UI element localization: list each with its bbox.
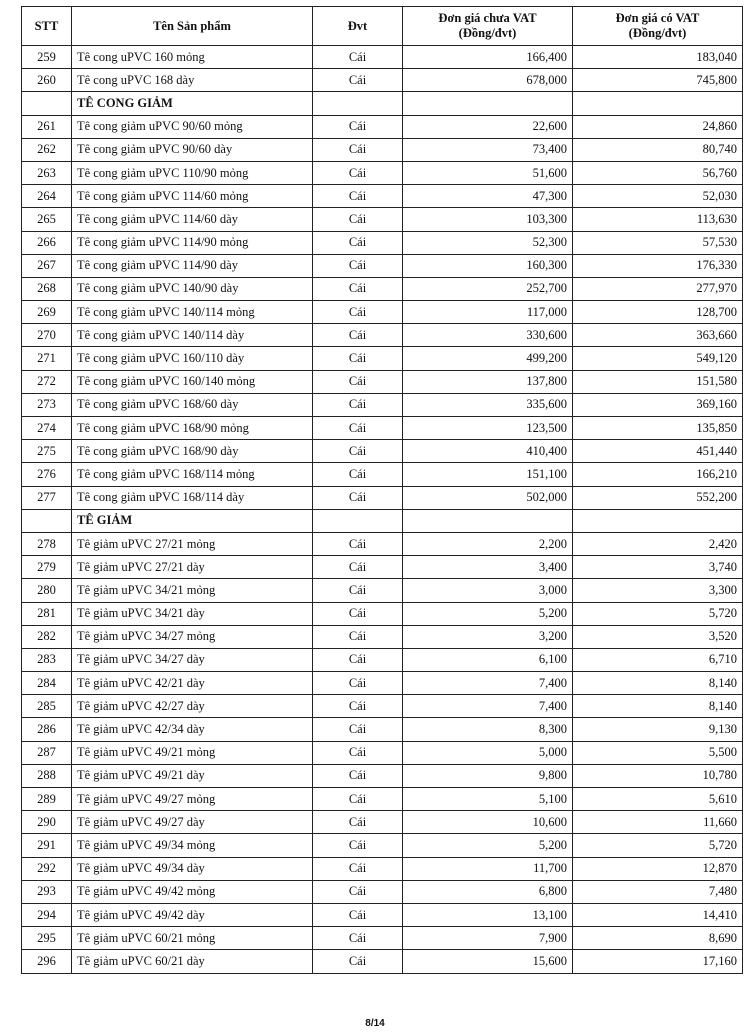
table-row [22,880,743,903]
row-unit: Cái [313,231,403,254]
row-unit: Cái [313,764,403,787]
row-price-no-vat: 22,600 [403,115,573,138]
row-unit: Cái [313,347,403,370]
row-price-vat: 8,690 [573,927,743,950]
row-stt: 276 [22,463,72,486]
row-product-name: Tê cong giảm uPVC 168/114 dày [72,486,313,509]
row-unit: Cái [313,208,403,231]
row-price-vat: 7,480 [573,880,743,903]
row-product-name: Tê cong giảm uPVC 168/90 dày [72,440,313,463]
table-row [22,811,743,834]
row-price-vat: 166,210 [573,463,743,486]
table-row [22,695,743,718]
table-row [22,788,743,811]
row-price-no-vat: 151,100 [403,463,573,486]
row-price-vat: 745,800 [573,69,743,92]
row-stt: 261 [22,115,72,138]
header-price-vat [573,7,743,46]
table-row [22,672,743,695]
row-product-name: Tê cong giảm uPVC 114/60 dày [72,208,313,231]
row-unit: Cái [313,254,403,277]
header-name: Tên Sản phẩm [72,7,313,46]
row-stt: 293 [22,880,72,903]
row-stt: 287 [22,741,72,764]
row-unit: Cái [313,695,403,718]
row-price-no-vat: 3,200 [403,625,573,648]
table-row [22,440,743,463]
row-price-vat: 6,710 [573,648,743,671]
row-unit: Cái [313,532,403,555]
row-stt: 294 [22,903,72,926]
row-product-name: Tê giảm uPVC 42/27 dày [72,695,313,718]
row-price-no-vat: 13,100 [403,903,573,926]
row-unit: Cái [313,811,403,834]
row-price-vat: 3,740 [573,556,743,579]
row-price-no-vat: 678,000 [403,69,573,92]
row-price-vat: 11,660 [573,811,743,834]
row-product-name: Tê cong giảm uPVC 140/114 dày [72,324,313,347]
row-product-name: Tê cong giảm uPVC 160/140 mỏng [72,370,313,393]
row-stt: 279 [22,556,72,579]
table-row [22,115,743,138]
table-row [22,648,743,671]
table-row [22,764,743,787]
row-product-name: Tê giảm uPVC 42/34 dày [72,718,313,741]
row-product-name: Tê cong giảm uPVC 168/114 mỏng [72,463,313,486]
row-price-no-vat: 3,400 [403,556,573,579]
row-unit: Cái [313,625,403,648]
row-product-name: Tê cong giảm uPVC 140/90 dày [72,277,313,300]
row-price-no-vat: 8,300 [403,718,573,741]
price-table [21,6,743,974]
page-number: 8/14 [365,1018,385,1029]
row-price-no-vat: 5,200 [403,602,573,625]
row-stt: 264 [22,185,72,208]
table-row [22,857,743,880]
header-unit: Đvt [313,7,403,46]
table-row [22,324,743,347]
row-price-vat: 151,580 [573,370,743,393]
table-row [22,532,743,555]
row-unit [313,92,403,115]
row-stt: 278 [22,532,72,555]
row-price-no-vat: 9,800 [403,764,573,787]
row-stt: 260 [22,69,72,92]
row-unit: Cái [313,301,403,324]
row-price-no-vat: 5,000 [403,741,573,764]
row-product-name: Tê giảm uPVC 34/27 mỏng [72,625,313,648]
table-row [22,208,743,231]
header-price-vat-line2: (Đồng/đvt) [628,26,687,40]
table-row [22,417,743,440]
row-stt: 277 [22,486,72,509]
row-price-vat: 552,200 [573,486,743,509]
row-unit: Cái [313,185,403,208]
row-stt [22,509,72,532]
row-unit: Cái [313,903,403,926]
table-row [22,602,743,625]
row-product-name: Tê cong uPVC 168 dày [72,69,313,92]
table-row [22,556,743,579]
row-price-no-vat: 52,300 [403,231,573,254]
table-row [22,185,743,208]
table-body [22,46,743,974]
row-price-no-vat: 15,600 [403,950,573,973]
row-product-name: Tê cong giảm uPVC 114/90 mỏng [72,231,313,254]
row-price-vat: 17,160 [573,950,743,973]
row-unit: Cái [313,857,403,880]
row-unit: Cái [313,370,403,393]
row-stt: 271 [22,347,72,370]
row-stt: 282 [22,625,72,648]
table-row [22,46,743,69]
row-unit: Cái [313,463,403,486]
row-price-no-vat: 499,200 [403,347,573,370]
row-product-name: Tê giảm uPVC 49/21 dày [72,764,313,787]
row-stt: 272 [22,370,72,393]
row-product-name: Tê giảm uPVC 34/21 dày [72,602,313,625]
row-unit: Cái [313,486,403,509]
table-row [22,741,743,764]
header-price-no-vat [403,7,573,46]
row-price-no-vat [403,92,573,115]
row-product-name: Tê cong giảm uPVC 114/90 dày [72,254,313,277]
table-row [22,277,743,300]
row-price-no-vat: 7,400 [403,695,573,718]
row-stt: 289 [22,788,72,811]
row-price-no-vat: 5,100 [403,788,573,811]
row-unit: Cái [313,138,403,161]
row-stt [22,92,72,115]
row-stt: 259 [22,46,72,69]
row-product-name: Tê giảm uPVC 34/21 mỏng [72,579,313,602]
row-price-no-vat: 166,400 [403,46,573,69]
row-product-name: Tê giảm uPVC 60/21 dày [72,950,313,973]
row-product-name: Tê cong giảm uPVC 110/90 mỏng [72,161,313,184]
row-price-no-vat: 410,400 [403,440,573,463]
row-stt: 280 [22,579,72,602]
row-price-no-vat: 5,200 [403,834,573,857]
row-price-vat: 369,160 [573,393,743,416]
row-price-vat: 52,030 [573,185,743,208]
row-product-name: Tê giảm uPVC 49/42 dày [72,903,313,926]
row-price-no-vat [403,509,573,532]
table-row [22,834,743,857]
row-unit: Cái [313,556,403,579]
header-row [22,7,743,46]
row-unit: Cái [313,46,403,69]
row-stt: 268 [22,277,72,300]
section-title: TÊ GIẢM [72,509,313,532]
row-price-no-vat: 330,600 [403,324,573,347]
row-product-name: Tê cong uPVC 160 mỏng [72,46,313,69]
row-price-vat: 56,760 [573,161,743,184]
row-product-name: Tê giảm uPVC 49/21 mỏng [72,741,313,764]
section-row [22,92,743,115]
header-price-no-vat-line1: Đơn giá chưa VAT [438,11,537,25]
row-stt: 281 [22,602,72,625]
row-price-vat: 3,520 [573,625,743,648]
row-stt: 290 [22,811,72,834]
row-product-name: Tê cong giảm uPVC 90/60 mỏng [72,115,313,138]
row-unit: Cái [313,602,403,625]
header-price-no-vat-line2: (Đồng/đvt) [458,26,517,40]
row-stt: 295 [22,927,72,950]
row-price-no-vat: 47,300 [403,185,573,208]
table-row [22,301,743,324]
row-price-vat: 8,140 [573,695,743,718]
row-unit: Cái [313,579,403,602]
row-product-name: Tê cong giảm uPVC 168/90 mỏng [72,417,313,440]
table-row [22,463,743,486]
row-product-name: Tê cong giảm uPVC 168/60 dày [72,393,313,416]
row-unit: Cái [313,834,403,857]
row-price-no-vat: 7,900 [403,927,573,950]
row-unit: Cái [313,880,403,903]
table-row [22,393,743,416]
row-product-name: Tê cong giảm uPVC 114/60 mỏng [72,185,313,208]
row-price-no-vat: 502,000 [403,486,573,509]
row-unit: Cái [313,115,403,138]
row-price-vat: 363,660 [573,324,743,347]
row-price-no-vat: 335,600 [403,393,573,416]
row-price-no-vat: 51,600 [403,161,573,184]
row-stt: 291 [22,834,72,857]
row-unit: Cái [313,718,403,741]
row-stt: 267 [22,254,72,277]
row-price-no-vat: 137,800 [403,370,573,393]
row-product-name: Tê giảm uPVC 34/27 dày [72,648,313,671]
row-price-vat: 12,870 [573,857,743,880]
section-row [22,509,743,532]
row-price-vat: 135,850 [573,417,743,440]
table-row [22,903,743,926]
row-product-name: Tê giảm uPVC 27/21 mỏng [72,532,313,555]
row-price-vat: 113,630 [573,208,743,231]
row-product-name: Tê giảm uPVC 60/21 mỏng [72,927,313,950]
row-unit: Cái [313,672,403,695]
row-price-vat: 3,300 [573,579,743,602]
row-price-vat [573,509,743,532]
table-row [22,950,743,973]
row-unit: Cái [313,417,403,440]
table-row [22,161,743,184]
row-product-name: Tê cong giảm uPVC 160/110 dày [72,347,313,370]
row-unit: Cái [313,950,403,973]
row-stt: 262 [22,138,72,161]
row-price-vat: 10,780 [573,764,743,787]
row-price-no-vat: 123,500 [403,417,573,440]
row-unit: Cái [313,69,403,92]
row-stt: 288 [22,764,72,787]
row-stt: 284 [22,672,72,695]
table-row [22,231,743,254]
row-unit: Cái [313,648,403,671]
row-price-vat: 277,970 [573,277,743,300]
row-price-vat: 57,530 [573,231,743,254]
row-unit: Cái [313,161,403,184]
row-price-vat: 9,130 [573,718,743,741]
row-product-name: Tê cong giảm uPVC 140/114 mỏng [72,301,313,324]
row-price-no-vat: 103,300 [403,208,573,231]
row-stt: 275 [22,440,72,463]
table-row [22,718,743,741]
row-price-vat: 5,720 [573,834,743,857]
row-product-name: Tê giảm uPVC 49/42 mỏng [72,880,313,903]
row-stt: 296 [22,950,72,973]
row-unit: Cái [313,324,403,347]
row-product-name: Tê giảm uPVC 49/27 dày [72,811,313,834]
row-product-name: Tê giảm uPVC 49/27 mỏng [72,788,313,811]
section-title: TÊ CONG GIẢM [72,92,313,115]
row-stt: 266 [22,231,72,254]
row-unit: Cái [313,741,403,764]
table-row [22,69,743,92]
row-unit: Cái [313,788,403,811]
row-price-vat: 176,330 [573,254,743,277]
row-stt: 286 [22,718,72,741]
table-row [22,254,743,277]
table-row [22,347,743,370]
row-price-vat: 549,120 [573,347,743,370]
row-price-no-vat: 160,300 [403,254,573,277]
row-stt: 270 [22,324,72,347]
row-price-vat: 451,440 [573,440,743,463]
row-price-vat [573,92,743,115]
row-price-no-vat: 3,000 [403,579,573,602]
row-price-vat: 8,140 [573,672,743,695]
row-stt: 273 [22,393,72,416]
table-row [22,486,743,509]
row-price-no-vat: 2,200 [403,532,573,555]
table-row [22,579,743,602]
row-price-no-vat: 6,100 [403,648,573,671]
row-price-vat: 5,500 [573,741,743,764]
row-price-vat: 183,040 [573,46,743,69]
table-row [22,370,743,393]
row-price-vat: 5,720 [573,602,743,625]
header-stt: STT [22,7,72,46]
row-product-name: Tê giảm uPVC 49/34 dày [72,857,313,880]
row-unit: Cái [313,927,403,950]
row-price-vat: 80,740 [573,138,743,161]
row-price-vat: 128,700 [573,301,743,324]
row-price-no-vat: 117,000 [403,301,573,324]
row-stt: 274 [22,417,72,440]
row-price-no-vat: 10,600 [403,811,573,834]
row-stt: 263 [22,161,72,184]
row-unit: Cái [313,440,403,463]
table-row [22,138,743,161]
row-unit: Cái [313,393,403,416]
row-stt: 292 [22,857,72,880]
row-price-no-vat: 11,700 [403,857,573,880]
row-price-vat: 14,410 [573,903,743,926]
row-price-vat: 24,860 [573,115,743,138]
row-product-name: Tê giảm uPVC 49/34 mỏng [72,834,313,857]
row-unit [313,509,403,532]
row-stt: 285 [22,695,72,718]
row-price-no-vat: 252,700 [403,277,573,300]
row-price-vat: 2,420 [573,532,743,555]
row-price-no-vat: 6,800 [403,880,573,903]
row-stt: 283 [22,648,72,671]
row-stt: 269 [22,301,72,324]
header-price-vat-line1: Đơn giá có VAT [615,11,700,25]
row-price-no-vat: 73,400 [403,138,573,161]
row-product-name: Tê giảm uPVC 42/21 dày [72,672,313,695]
row-price-vat: 5,610 [573,788,743,811]
table-row [22,927,743,950]
table-row [22,625,743,648]
row-price-no-vat: 7,400 [403,672,573,695]
row-unit: Cái [313,277,403,300]
row-stt: 265 [22,208,72,231]
row-product-name: Tê giảm uPVC 27/21 dày [72,556,313,579]
row-product-name: Tê cong giảm uPVC 90/60 dày [72,138,313,161]
